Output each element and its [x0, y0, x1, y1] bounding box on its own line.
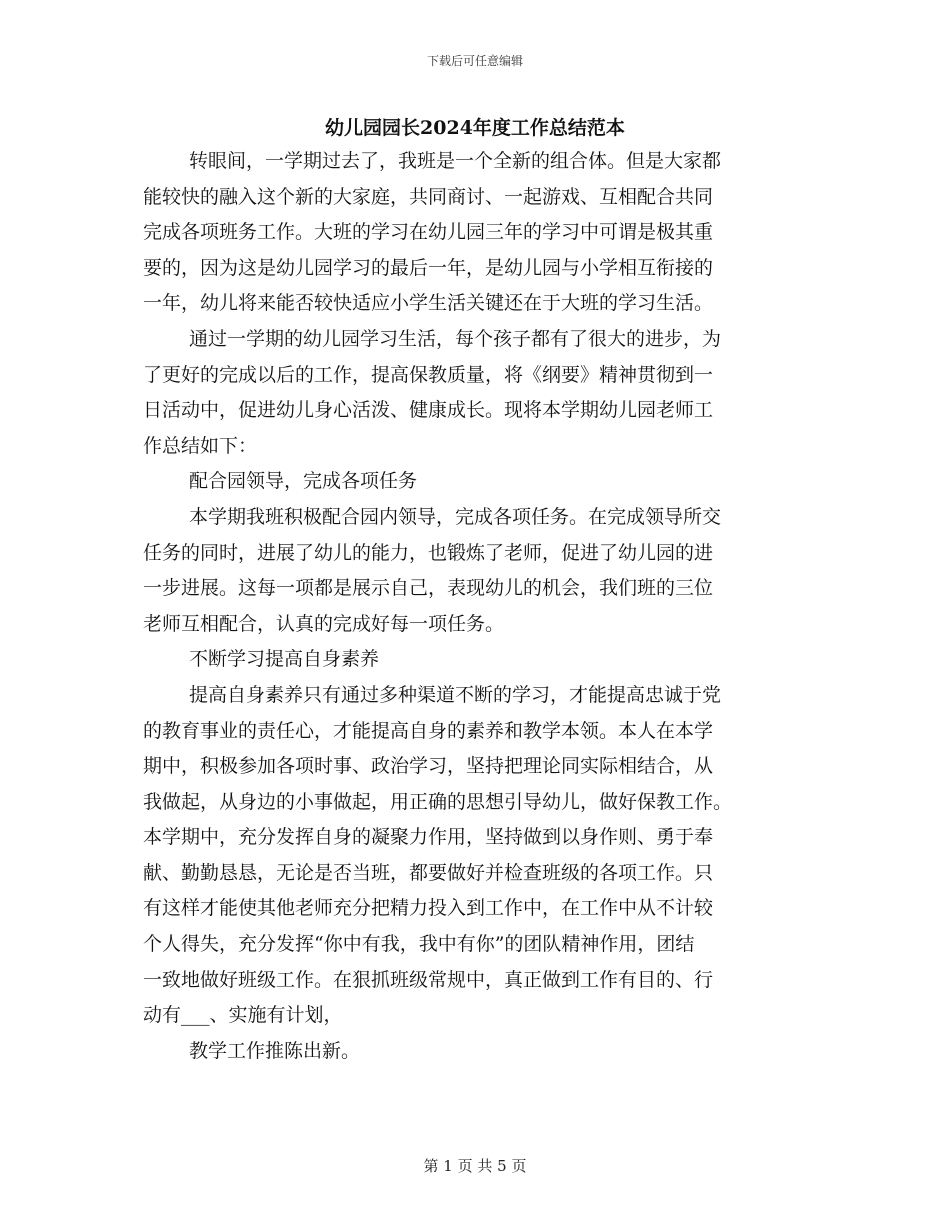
body-line: 一年，幼儿将来能否较快适应小学生活关键还在于大班的学习生活。: [143, 292, 714, 315]
page-footer-number: 第 1 页 共 5 页: [423, 1157, 527, 1175]
body-line: 本学期中，充分发挥自身的凝聚力作用，坚持做到以身作则、勇于奉: [143, 826, 714, 849]
document-title: 幼儿园园长2024年度工作总结范本: [325, 117, 625, 139]
body-line: 作总结如下：: [143, 434, 258, 457]
body-line: 任务的同时，进展了幼儿的能力，也锻炼了老师，促进了幼儿园的进: [143, 541, 714, 564]
body-line: 的教育事业的责任心，才能提高自身的素养和教学本领。本人在本学: [143, 719, 714, 742]
body-line: 我做起，从身边的小事做起，用正确的思想引导幼儿，做好保教工作。: [143, 790, 733, 813]
section-heading: 配合园领导，完成各项任务: [189, 470, 418, 493]
page-header-note: 下载后可任意编辑: [426, 54, 523, 68]
section-heading: 不断学习提高自身素养: [189, 648, 380, 671]
body-line: 有这样才能使其他老师充分把精力投入到工作中，在工作中从不计较: [143, 897, 714, 920]
body-line: 本学期我班积极配合园内领导，完成各项任务。在完成领导所交: [189, 505, 722, 528]
body-line: 老师互相配合，认真的完成好每一项任务。: [143, 612, 505, 635]
body-line: 日活动中，促进幼儿身心活泼、健康成长。现将本学期幼儿园老师工: [143, 399, 714, 422]
body-line: 能较快的融入这个新的大家庭，共同商讨、一起游戏、互相配合共同: [143, 185, 714, 208]
body-line: 献、勤勤恳恳，无论是否当班，都要做好并检查班级的各项工作。只: [143, 861, 714, 884]
body-line: 转眼间，一学期过去了，我班是一个全新的组合体。但是大家都: [189, 150, 722, 172]
document-body: [143, 144, 808, 1069]
body-line: 教学工作推陈出新。: [189, 1039, 361, 1062]
body-line: 完成各项班务工作。大班的学习在幼儿园三年的学习中可谓是极其重: [143, 221, 714, 244]
body-line: 动有___、实施有计划，: [143, 1004, 343, 1027]
body-line: 了更好的完成以后的工作，提高保教质量，将《纲要》精神贯彻到一: [143, 363, 714, 386]
body-line: 通过一学期的幼儿园学习生活，每个孩子都有了很大的进步，为: [189, 327, 722, 350]
body-line: 要的，因为这是幼儿园学习的最后一年，是幼儿园与小学相互衔接的: [143, 256, 714, 279]
body-line: 期中，积极参加各项时事、政治学习，坚持把理论同实际相结合，从: [143, 755, 714, 778]
body-line: 一致地做好班级工作。在狠抓班级常规中，真正做到工作有目的、行: [143, 968, 714, 991]
body-line: 一步进展。这每一项都是展示自己，表现幼儿的机会，我们班的三位: [143, 577, 714, 600]
body-line: 个人得失，充分发挥“你中有我，我中有你”的团队精神作用，团结: [143, 933, 695, 956]
body-line: 提高自身素养只有通过多种渠道不断的学习，才能提高忠诚于党: [189, 683, 722, 706]
